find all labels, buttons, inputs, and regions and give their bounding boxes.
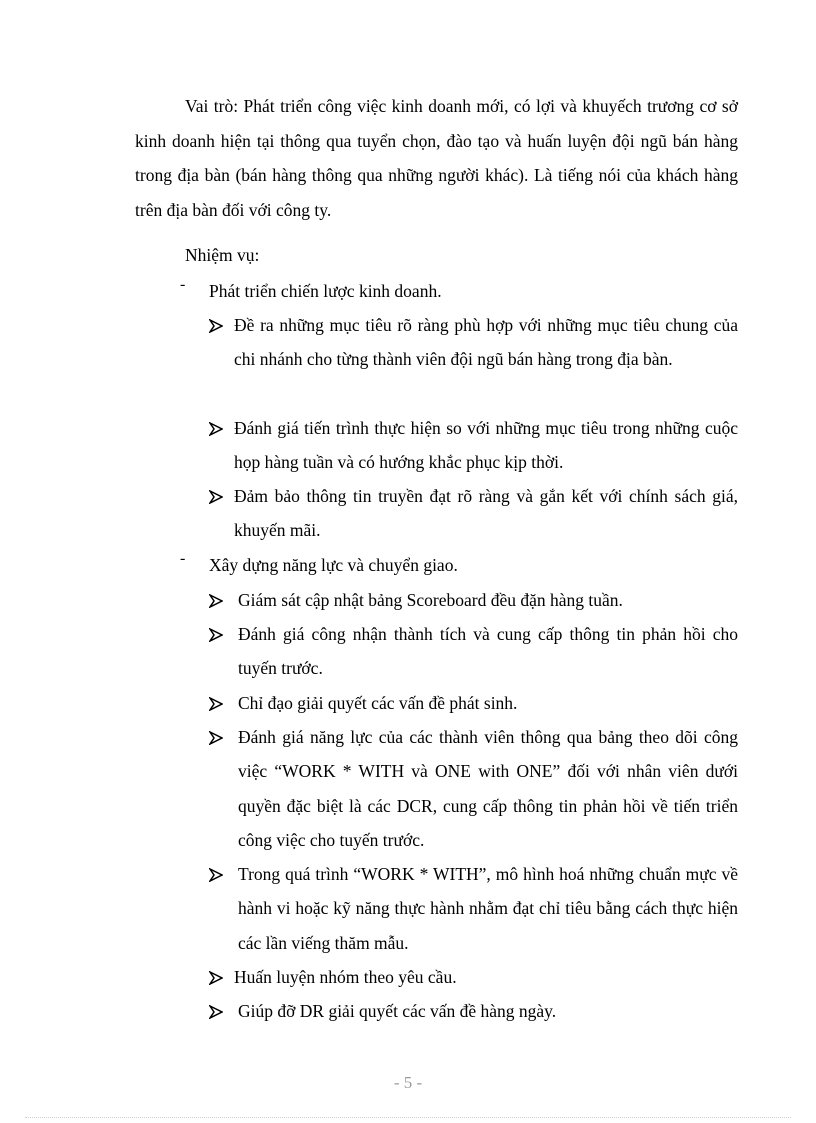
- list-item: [209, 308, 738, 377]
- arrowhead-bullet-icon: [209, 697, 223, 711]
- arrowhead-bullet-icon: [209, 628, 223, 642]
- list-item-text: Huấn luyện nhóm theo yêu cầu.: [234, 967, 457, 987]
- section-heading-text: Phát triển chiến lược kinh doanh.: [209, 281, 442, 301]
- list-item: [209, 720, 738, 857]
- list-item-text: Chỉ đạo giải quyết các vấn đề phát sinh.: [238, 693, 518, 713]
- section-heading: [180, 274, 740, 308]
- list-item: [209, 479, 738, 548]
- arrowhead-bullet-icon: [209, 731, 223, 745]
- list-item: [209, 686, 738, 720]
- list-item-text: Đánh giá năng lực của các thành viên thông qua bảng theo dõi công việc “WORK * WITH và ONE with ONE” đối với nhân viên dưới quyền đặc biệt là các DCR, cung cấp thông tin phản hồi về tiến triển công việc cho tuyến trước.: [238, 727, 738, 850]
- list-item: [209, 994, 738, 1028]
- arrowhead-bullet-icon: [209, 971, 223, 985]
- arrowhead-bullet-icon: [209, 868, 223, 882]
- list-item: [209, 411, 738, 480]
- list-item-text: Giám sát cập nhật bảng Scoreboard đều đặn hàng tuần.: [238, 590, 623, 610]
- list-item: [209, 857, 738, 960]
- list-item: [209, 617, 738, 686]
- arrowhead-bullet-icon: [209, 490, 223, 504]
- dash-bullet-icon: -: [180, 550, 186, 567]
- page-number: - 5 -: [393, 1073, 423, 1092]
- list-item-text: Giúp đỡ DR giải quyết các vấn đề hàng ngày.: [238, 1001, 557, 1021]
- arrowhead-bullet-icon: [209, 1005, 223, 1019]
- list-item: [209, 960, 738, 994]
- arrowhead-bullet-icon: [209, 594, 223, 608]
- list-item-text: Đánh giá tiến trình thực hiện so với những mục tiêu trong những cuộc họp hàng tuần và có hướng khắc phục kịp thời.: [234, 418, 738, 473]
- list-item: [209, 583, 738, 617]
- list-item-text: Trong quá trình “WORK * WITH”, mô hình hoá những chuẩn mực về hành vi hoặc kỹ năng thực hành nhằm đạt chỉ tiêu bằng cách thực hiện các lần viếng thăm mẫu.: [238, 864, 738, 953]
- section-heading: [180, 548, 740, 582]
- arrowhead-bullet-icon: [209, 319, 223, 333]
- arrowhead-bullet-icon: [209, 422, 223, 436]
- section-heading-text: Xây dựng năng lực và chuyển giao.: [209, 555, 458, 575]
- tasks-label: Nhiệm vụ:: [185, 245, 260, 265]
- list-item-text: Đảm bảo thông tin truyền đạt rõ ràng và gắn kết với chính sách giá, khuyến mãi.: [234, 486, 738, 541]
- intro-paragraph: Vai trò: Phát triển công việc kinh doanh mới, có lợi và khuyếch trương cơ sở kinh doanh hiện tại thông qua tuyển chọn, đào tạo và huấn luyện đội ngũ bán hàng trong địa bàn (bán hàng thông qua những người khác). Là tiếng nói của khách hàng trên địa bàn đối với công ty.: [135, 96, 738, 220]
- dash-bullet-icon: -: [180, 276, 186, 293]
- list-item-text: Đề ra những mục tiêu rõ ràng phù hợp với những mục tiêu chung của chi nhánh cho từng thành viên đội ngũ bán hàng trong địa bàn.: [234, 315, 738, 370]
- list-item-text: Đánh giá công nhận thành tích và cung cấp thông tin phản hồi cho tuyến trước.: [238, 624, 738, 679]
- footer-divider: [25, 1117, 791, 1118]
